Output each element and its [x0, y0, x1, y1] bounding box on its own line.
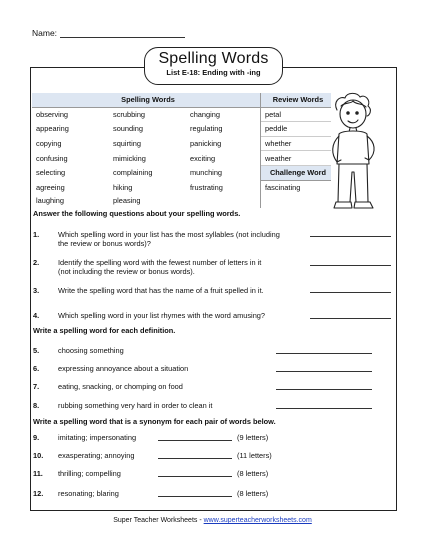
letter-count-hint: (8 letters) — [237, 469, 269, 478]
synonym-text: resonating; blaring — [58, 489, 119, 498]
question-number: 3. — [33, 286, 40, 295]
boy-illustration — [323, 92, 385, 214]
spelling-word: pleasing — [113, 196, 141, 206]
name-field-row — [32, 28, 185, 38]
spelling-word: copying — [36, 139, 62, 149]
review-words-header: Review Words — [261, 93, 332, 107]
definition-text: eating, snacking, or chomping on food — [58, 382, 183, 391]
answer-line[interactable] — [310, 292, 391, 293]
spelling-word: regulating — [186, 122, 261, 137]
spelling-word: observing — [36, 110, 69, 120]
spelling-word: munching — [186, 165, 261, 180]
spelling-word: confusing — [36, 153, 68, 163]
definition-text: expressing annoyance about a situation — [58, 364, 189, 373]
synonym-number: 11. — [33, 469, 43, 478]
definition-number: 5. — [33, 346, 40, 355]
section1-heading: Answer the following questions about your spelling words. — [33, 209, 241, 218]
question-text: Write the spelling word that has the name of a fruit spelled in it. — [58, 286, 264, 295]
word-list-table — [32, 93, 331, 208]
footer — [0, 517, 425, 524]
review-word: weather — [261, 151, 332, 166]
definition-number: 7. — [33, 382, 40, 391]
footer-text: Super Teacher Worksheets - — [113, 517, 204, 524]
spelling-word: selecting — [36, 168, 66, 178]
page-subtitle: List E-18: Ending with -ing — [166, 68, 261, 77]
answer-line[interactable] — [276, 371, 372, 372]
letter-count-hint: (9 letters) — [237, 433, 269, 442]
letter-count-hint: (8 letters) — [237, 489, 269, 498]
spelling-word: panicking — [186, 136, 261, 151]
synonym-number: 12. — [33, 489, 44, 498]
synonym-number: 10. — [33, 451, 44, 460]
review-word: petal — [261, 107, 332, 122]
spelling-word: frustrating — [186, 180, 261, 194]
answer-line[interactable] — [276, 408, 372, 409]
question-text: Which spelling word in your list has the most syllables (not including — [58, 230, 280, 239]
spelling-word: complaining — [113, 168, 153, 178]
synonym-text: exasperating; annoying — [58, 451, 135, 460]
question-text: Identify the spelling word with the fewest number of letters in it — [58, 258, 262, 267]
spelling-word: squirting — [113, 139, 141, 149]
synonym-number: 9. — [33, 433, 40, 442]
question-text: Which spelling word in your list rhymes with the word amusing? — [58, 311, 266, 320]
answer-line[interactable] — [276, 353, 372, 354]
synonym-text: imitating; impersonating — [58, 433, 137, 442]
answer-line[interactable] — [310, 236, 391, 237]
letter-count-hint: (11 letters) — [237, 451, 272, 460]
challenge-word-header: Challenge Word — [261, 165, 332, 180]
question-number: 4. — [33, 311, 40, 320]
answer-line[interactable] — [158, 476, 232, 477]
answer-line[interactable] — [158, 458, 232, 459]
review-word: peddle — [261, 122, 332, 137]
definition-number: 8. — [33, 401, 40, 410]
footer-link[interactable]: www.superteacherworksheets.com — [203, 517, 312, 524]
title-box — [144, 47, 283, 85]
answer-line[interactable] — [158, 440, 232, 441]
name-label: Name: — [32, 28, 58, 38]
answer-line[interactable] — [276, 389, 372, 390]
question-text: the review or bonus words)? — [58, 239, 151, 248]
definition-text: choosing something — [58, 346, 124, 355]
synonym-text: thrilling; compelling — [58, 469, 121, 478]
spelling-word: appearing — [36, 124, 69, 134]
page-title: Spelling Words — [158, 50, 269, 67]
spelling-word: mimicking — [113, 153, 146, 163]
question-number: 1. — [33, 230, 40, 239]
name-input-line[interactable] — [60, 30, 185, 38]
section2-heading: Write a spelling word for each definition. — [33, 326, 176, 335]
spelling-word — [186, 194, 261, 208]
spelling-words-header: Spelling Words — [32, 93, 261, 107]
spelling-word: agreeing — [36, 182, 65, 192]
spelling-word: scrubbing — [113, 110, 146, 120]
answer-line[interactable] — [158, 496, 232, 497]
challenge-word: fascinating — [265, 182, 301, 192]
answer-line[interactable] — [310, 318, 391, 319]
spelling-word: laughing — [36, 196, 64, 206]
review-word: whether — [261, 136, 332, 151]
section3-heading: Write a spelling word that is a synonym for each pair of words below. — [33, 417, 276, 426]
definition-number: 6. — [33, 364, 40, 373]
answer-line[interactable] — [310, 265, 391, 266]
spelling-word: changing — [186, 107, 261, 122]
spelling-word: sounding — [113, 124, 143, 134]
spelling-word: hiking — [113, 182, 133, 192]
question-text: (not including the review or bonus words). — [58, 267, 195, 276]
spelling-word: exciting — [186, 151, 261, 166]
question-number: 2. — [33, 258, 40, 267]
definition-text: rubbing something very hard in order to clean it — [58, 401, 213, 410]
